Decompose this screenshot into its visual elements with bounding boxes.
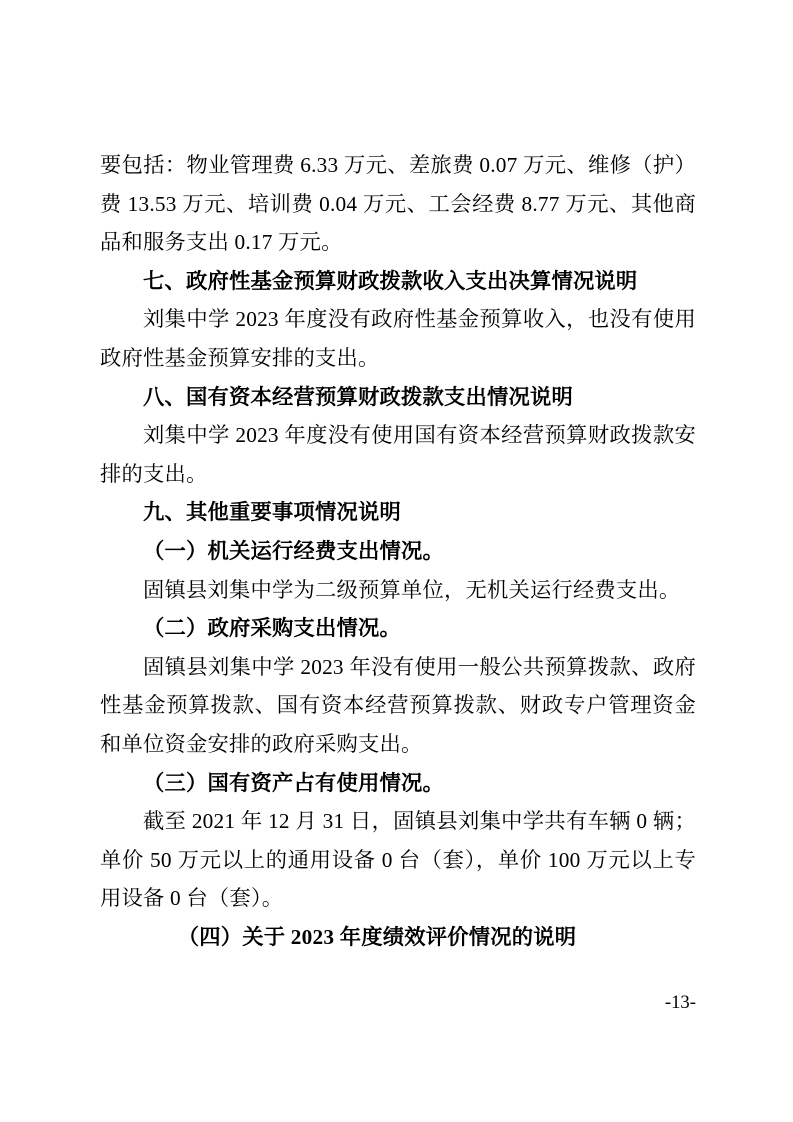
page-number: -13- <box>664 992 696 1013</box>
subheading-3-state-asset-usage: （三）国有资产占有使用情况。 <box>143 770 444 795</box>
paragraph-state-asset-usage: 截至 2021 年 12 月 31 日，固镇县刘集中学共有车辆 0 辆；单价 50 万元以上的通用设备 0 台（套），单价 100 万元以上专用设备 0 台（套）。 <box>100 809 696 911</box>
heading-section-8-state-capital-budget: 八、国有资本经营预算财政拨款支出情况说明 <box>143 384 573 409</box>
paragraph-expense-breakdown: 要包括：物业管理费 6.33 万元、差旅费 0.07 万元、维修（护）费 13.53 万元、培训费 0.04 万元、工会经费 8.77 万元、其他商品和服务支出 0.17 万元。 <box>100 153 696 255</box>
subheading-2-govt-procurement: （二）政府采购支出情况。 <box>143 616 401 641</box>
subheading-4-performance-evaluation: （四）关于 2023 年度绩效评价情况的说明 <box>177 924 577 949</box>
paragraph-state-capital-budget: 刘集中学 2023 年度没有使用国有资本经营预算财政拨款安排的支出。 <box>100 423 696 486</box>
subheading-1-agency-operation-expense: （一）机关运行经费支出情况。 <box>143 538 444 563</box>
heading-section-7-govt-fund-budget: 七、政府性基金预算财政拨款收入支出决算情况说明 <box>143 268 638 293</box>
page-content <box>100 146 696 956</box>
paragraph-govt-procurement: 固镇县刘集中学 2023 年没有使用一般公共预算拨款、政府性基金预算拨款、国有资本经营预算拨款、财政专户管理资金和单位资金安排的政府采购支出。 <box>100 654 696 756</box>
paragraph-agency-operation-expense: 固镇县刘集中学为二级预算单位，无机关运行经费支出。 <box>143 577 681 602</box>
paragraph-govt-fund-budget: 刘集中学 2023 年度没有政府性基金预算收入，也没有使用政府性基金预算安排的支出。 <box>100 307 696 370</box>
heading-section-9-other-important-matters: 九、其他重要事项情况说明 <box>143 500 401 525</box>
